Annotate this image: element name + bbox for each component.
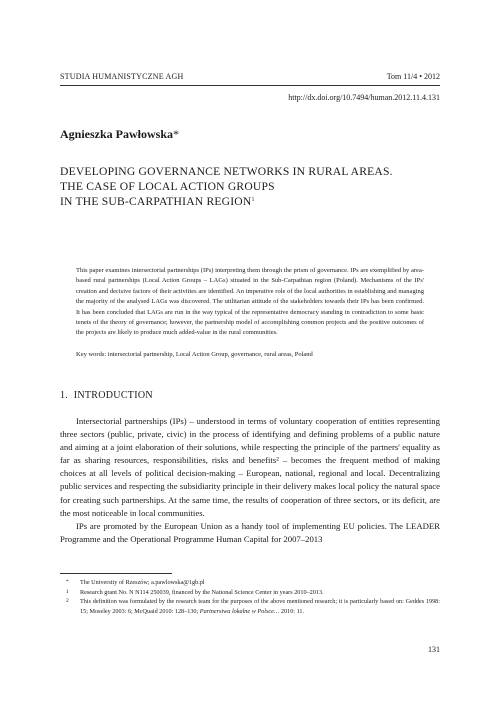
footnote-text: The University of Rzeszów; a.pawlowska@1gb.pl: [80, 579, 205, 586]
article-title: [60, 164, 450, 209]
body-paragraph-1: Intersectorial partnerships (IPs) – understood in terms of voluntary cooperation of entities representing three sectors (public, private, civic) in the process of identifying and defining problems of a public nature and aiming at a joint elaboration of their solutions, while respecting the principle of the partners' equality as far as sharing resources, responsibilities, risks and benefits² – becomes the frequent method of making choices at all levels of political decision-making – European, national, regional and local. Decentralizing public services and respecting the subsidiarity principle in their delivery makes local policy the natural space for creating such partnerships. At the same time, the results of cooperation of three sectors, or its deficit, are the most noticeable in local communities.: [60, 416, 440, 518]
doi-link[interactable]: http://dx.doi.org/10.7494/human.2012.11.4.131: [288, 93, 440, 102]
author-name: [60, 127, 179, 142]
section-number: 1.: [60, 390, 69, 401]
title-line-3-text: IN THE SUB-CARPATHIAN REGION: [60, 195, 252, 208]
body-text: [60, 415, 440, 546]
issue-info: Tom 11/4 • 2012: [386, 72, 440, 81]
footnote-rule: [60, 573, 172, 574]
footnote-mark: 2: [66, 598, 69, 604]
section-heading: [60, 390, 153, 401]
header-rule: [60, 85, 440, 86]
keywords: Key words: intersectorial partnership, Local Action Group, governance, rural areas, Poland: [76, 351, 313, 358]
footnote-author: [60, 578, 440, 588]
footnote-text: Research grant No. N N114 250039, financed by the National Science Center in years 2010–2013.: [80, 588, 324, 596]
section-title: INTRODUCTION: [73, 390, 153, 401]
footnote-mark: *: [66, 579, 69, 585]
title-footnote-mark: 1: [251, 197, 255, 203]
abstract: [76, 266, 424, 339]
cited-title: Partnerstwa lokalne w Polsce…: [199, 607, 280, 615]
title-line-3: [60, 194, 450, 209]
journal-name: STUDIA HUMANISTYCZNE AGH: [60, 72, 184, 81]
footnote-1: [60, 588, 440, 598]
page-number: 131: [428, 645, 440, 654]
author-footnote-mark: *: [173, 127, 180, 141]
body-paragraph-2: IPs are promoted by the European Union as a handy tool of implementing EU policies. The LEADER Programme and the Operational Programme Human Capital for 2007–2013: [60, 520, 440, 544]
footnote-text: This definition was formulated by the research team for the purposes of the above mentioned research; it is particularly based on: Geddes 1998: 15; Moseley 2003: 6; McQuaid 2010: 128–130; Partnerstwa lokalne w Polsce… 2010: 11.: [80, 598, 440, 615]
title-line-1: DEVELOPING GOVERNANCE NETWORKS IN RURAL AREAS.: [60, 165, 393, 178]
footnotes: [60, 578, 440, 616]
footnote-2: [60, 597, 440, 616]
abstract-text: This paper examines intersectorial partnerships (IPs) interpreting them through the prism of governance. IPs are exemplified by area-based rural partnerships (Local Action Groups – LAGs) situated in the Sub-Carpathian region (Poland). Mechanisms of the IPs' creation and decisive factors of their activities are identified. An imperative role of the local authorities in establishing and managing the majority of the analysed LAGs was discovered. The utilitarian attitude of the stakeholders towards their IPs has been confirmed. It has been concluded that LAGs are run in the way typical of the representative democracy standing in contradiction to some basic tenets of the theory of governance; however, the partnership model of accomplishing common projects and the positive outcomes of the projects are likely to produce much added-value in the rural communities.: [76, 267, 424, 337]
running-head: [60, 72, 440, 86]
author-name-text: Agnieszka Pawłowska: [60, 127, 174, 141]
title-line-2: THE CASE OF LOCAL ACTION GROUPS: [60, 180, 275, 193]
footnote-mark: 1: [66, 588, 69, 595]
